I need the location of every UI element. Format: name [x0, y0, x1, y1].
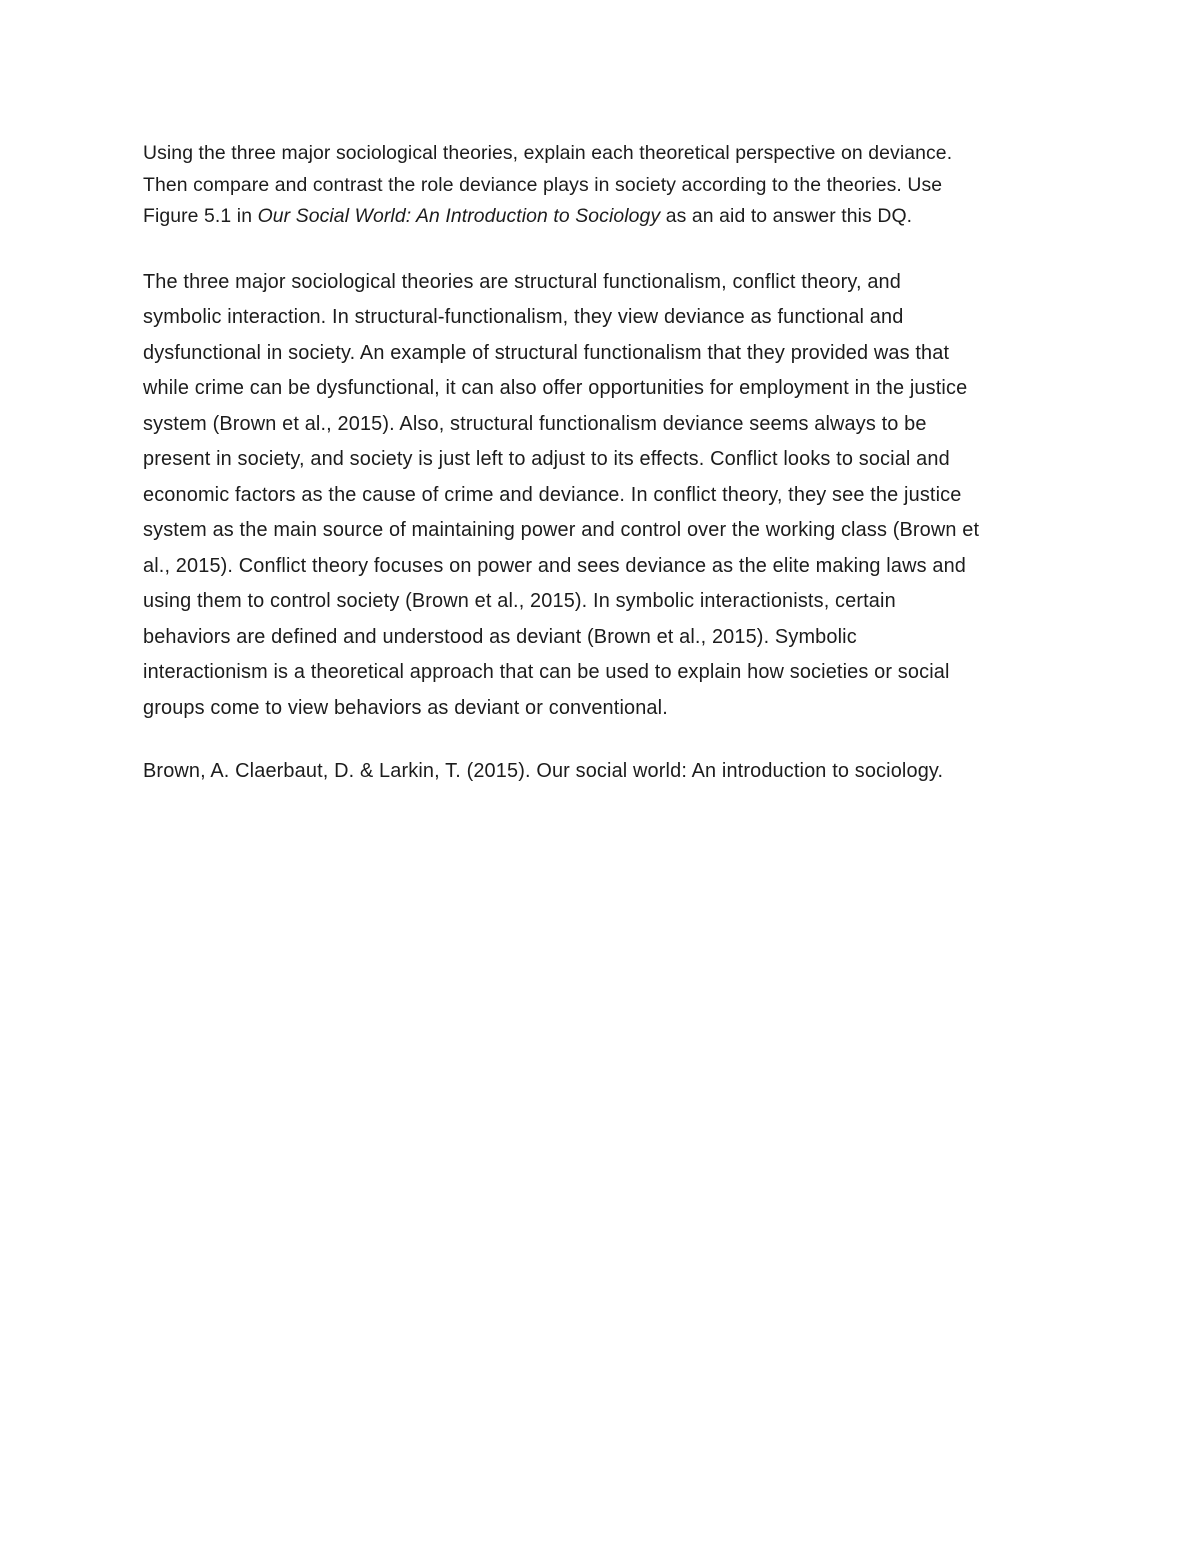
text-segment: using them to control society (Brown et al., 2015). In symbolic interactionists, certain	[143, 590, 896, 612]
text-segment: system as the main source of maintaining power and control over the working class (Brown et	[143, 519, 980, 541]
text-segment: Using the three major sociological theories, explain each theoretical perspective on deviance.	[143, 142, 953, 164]
text-line	[143, 407, 1083, 443]
text-segment: Figure 5.1 in	[143, 205, 258, 227]
text-line	[143, 265, 1083, 301]
text-line	[143, 371, 1083, 407]
text-line	[143, 655, 1083, 691]
text-segment: behaviors are defined and understood as deviant (Brown et al., 2015). Symbolic	[143, 625, 857, 648]
text-segment: Then compare and contrast the role deviance plays in society according to the theories. Use	[143, 173, 943, 196]
text-line	[143, 138, 1083, 170]
text-line	[143, 336, 1083, 372]
text-segment: interactionism is a theoretical approach that can be used to explain how societies or social	[143, 661, 950, 683]
text-line	[143, 442, 1083, 478]
text-segment: al., 2015). Conflict theory focuses on power and sees deviance as the elite making laws and	[143, 554, 966, 577]
text-segment: system (Brown et al., 2015). Also, structural functionalism deviance seems always to be	[143, 412, 927, 435]
text-segment: Our Social World: An Introduction to Sociology	[257, 205, 661, 227]
text-line	[143, 201, 1083, 233]
text-line	[143, 620, 1083, 656]
text-segment: as an aid to answer this DQ.	[660, 205, 913, 227]
text-segment: present in society, and society is just left to adjust to its effects. Conflict looks to social and	[143, 448, 950, 470]
document-text-block	[143, 0, 1083, 788]
reference-paragraph	[143, 756, 1083, 788]
text-line	[143, 170, 1083, 202]
text-line	[143, 513, 1083, 549]
text-segment: Brown, A. Claerbaut, D. & Larkin, T. (2015). Our social world: An introduction to sociology.	[143, 760, 944, 782]
text-segment: dysfunctional in society. An example of structural functionalism that they provided was that	[143, 341, 950, 364]
text-line	[143, 584, 1083, 620]
text-segment: groups come to view behaviors as deviant or conventional.	[143, 696, 668, 719]
text-line	[143, 756, 1083, 788]
text-segment: while crime can be dysfunctional, it can also offer opportunities for employment in the justice	[143, 377, 968, 399]
text-line	[143, 478, 1083, 514]
question-paragraph	[143, 138, 1083, 233]
text-segment: The three major sociological theories are structural functionalism, conflict theory, and	[143, 270, 901, 293]
answer-paragraph	[143, 265, 1083, 727]
text-line	[143, 549, 1083, 585]
text-segment: economic factors as the cause of crime and deviance. In conflict theory, they see the justice	[143, 483, 962, 506]
text-line	[143, 691, 1083, 727]
text-segment: symbolic interaction. In structural-functionalism, they view deviance as functional and	[143, 306, 904, 328]
text-line	[143, 300, 1083, 336]
